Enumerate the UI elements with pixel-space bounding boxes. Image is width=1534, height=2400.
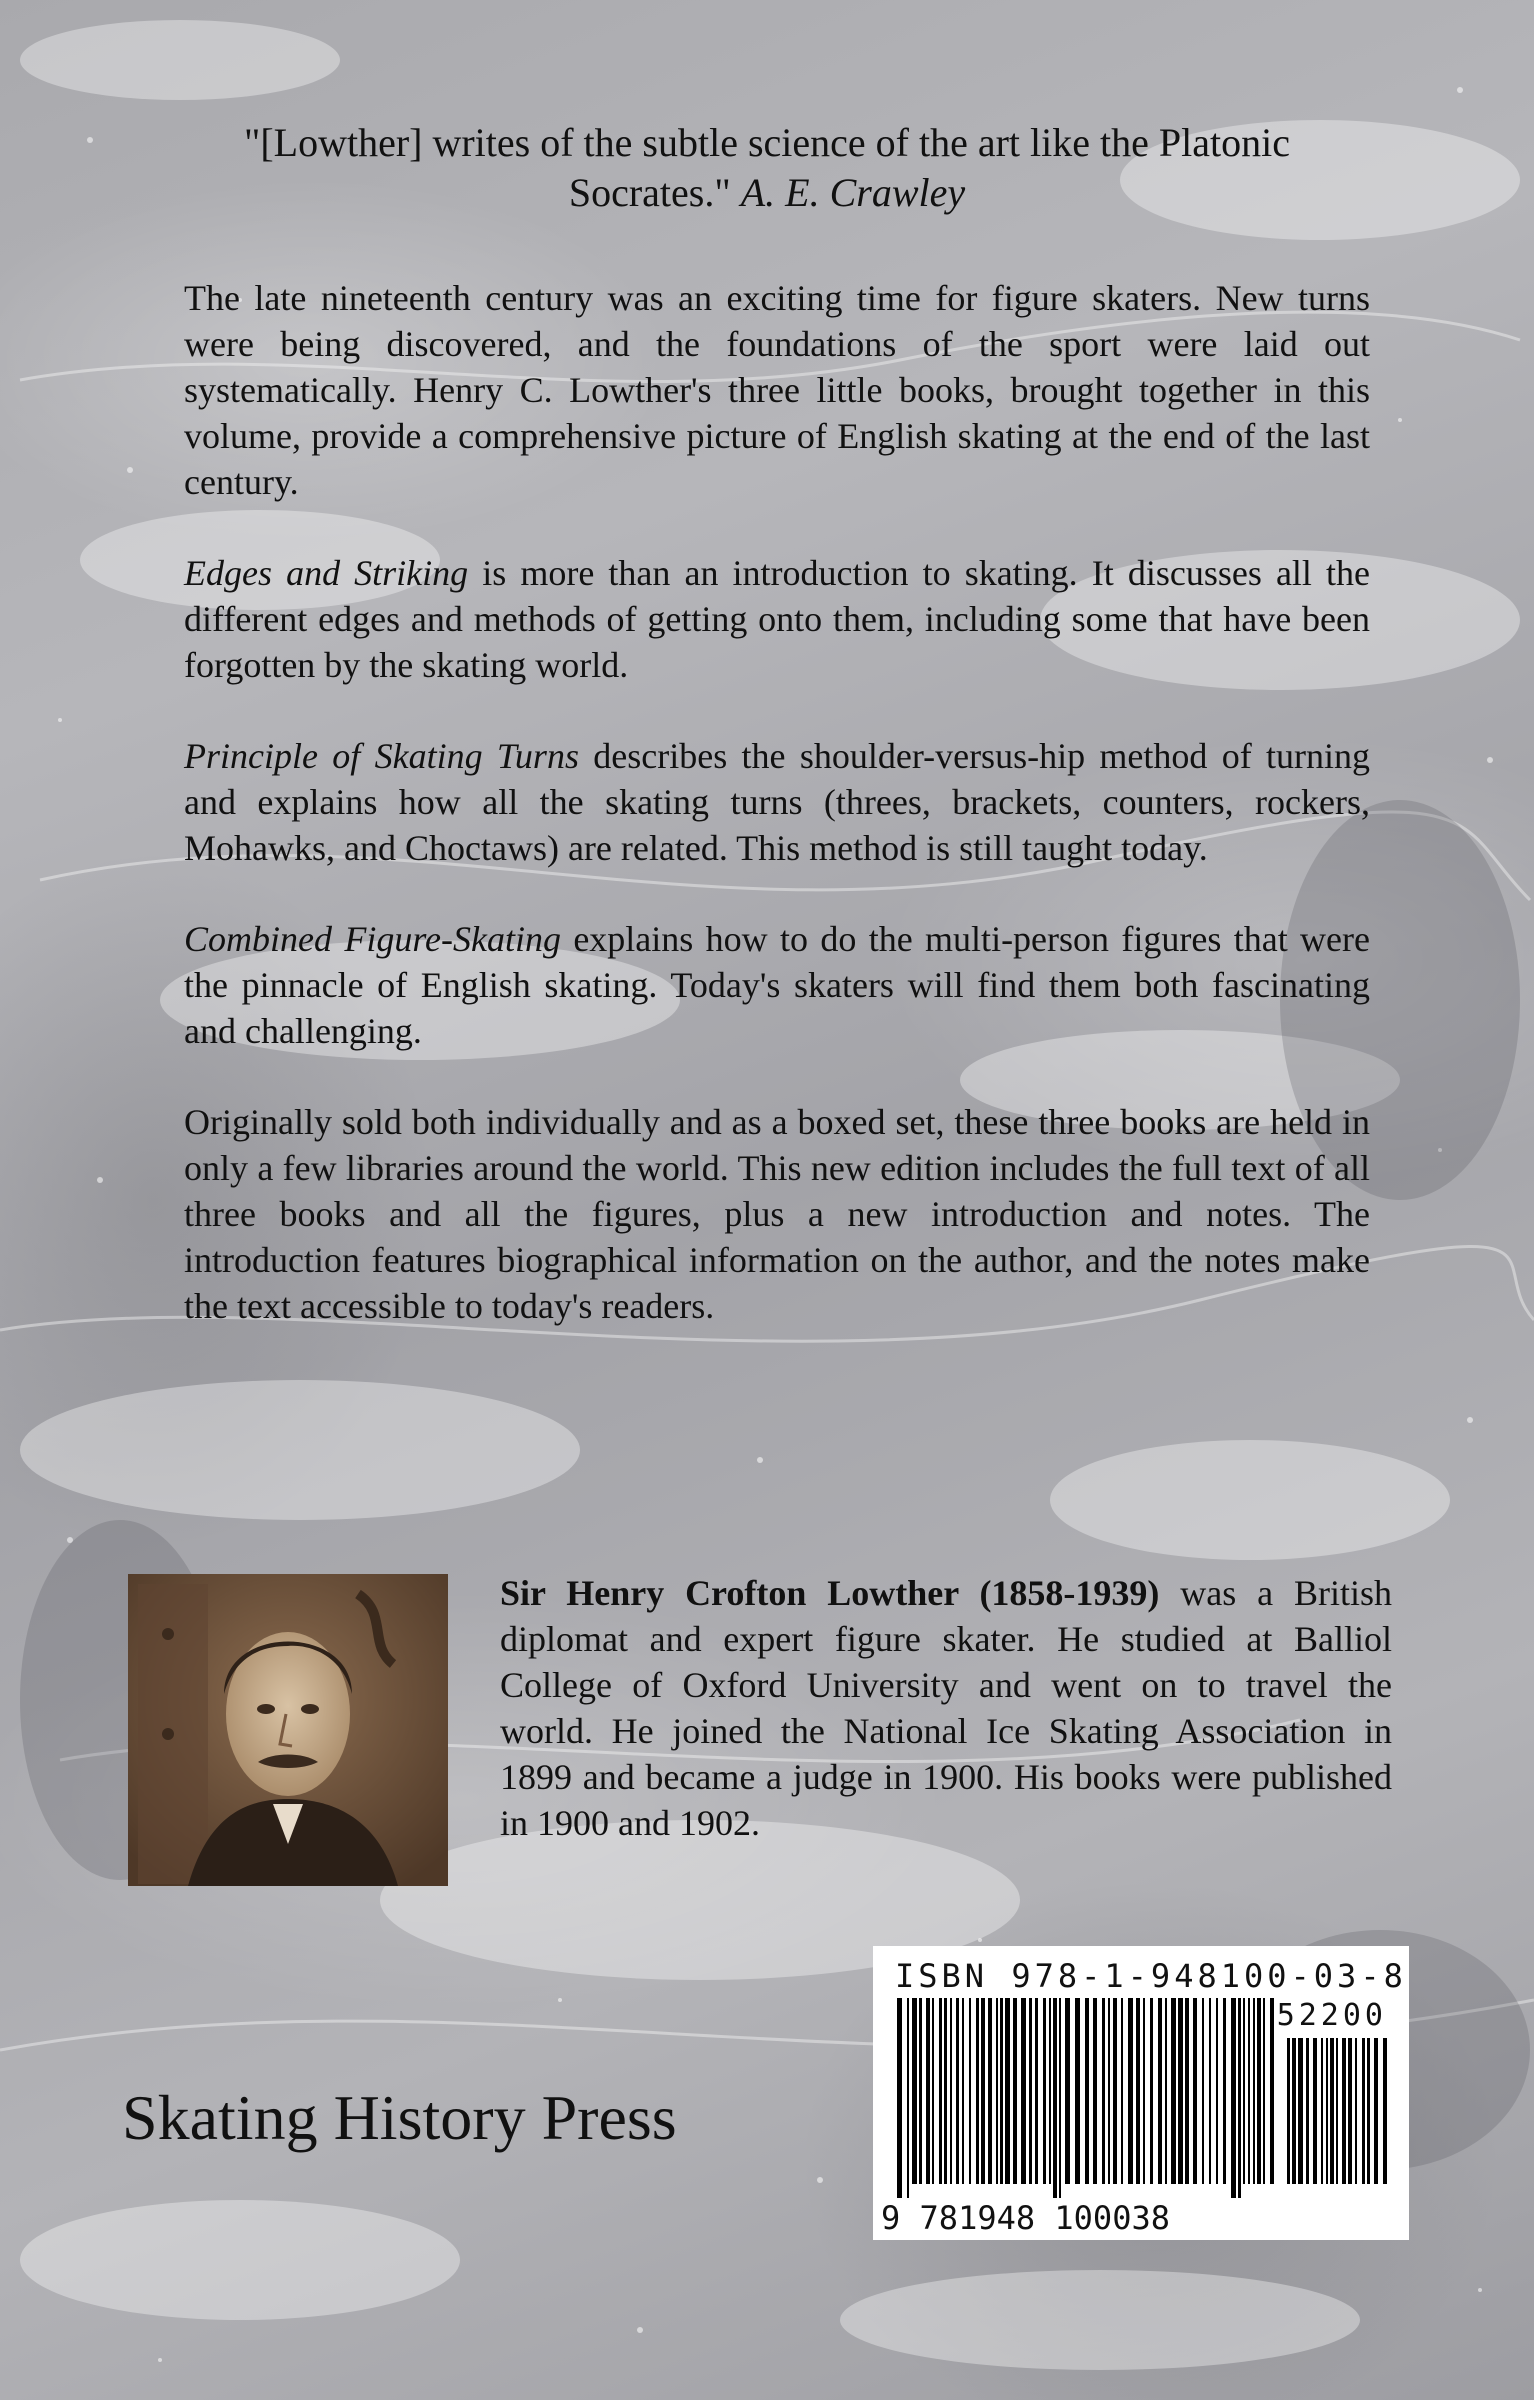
barcode-bar	[919, 1998, 922, 2184]
paragraph-intro: The late nineteenth century was an exciting time for figure skaters. New turns were being discovered, and the foundations of the sport were laid out systematically. Henry C. Lowther's three little books, brought together in this volume, provide a comprehensive picture of English skating at the end of the last century.	[184, 278, 1370, 502]
paragraph-edges-and-striking	[184, 550, 1370, 688]
barcode-bar	[1243, 1998, 1245, 2184]
barcode-bar	[1049, 1998, 1051, 2184]
barcode-bar	[1321, 2038, 1323, 2184]
barcode-bar	[1367, 2038, 1370, 2184]
barcode-bar	[1270, 1998, 1274, 2184]
paragraph-edition: Originally sold both individually and as a boxed set, these three books are held in only a few libraries around the world. This new edition includes the full text of all three books and all the figures, plus a new introduction and notes. The introduction features biographical information on the author, and the notes make the text accessible to today's readers.	[184, 1102, 1370, 1326]
barcode-bar	[939, 1998, 942, 2184]
barcode-bar	[1093, 1998, 1097, 2184]
barcode-bar	[926, 1998, 930, 2184]
barcode-bar	[1298, 2038, 1303, 2184]
author-name: Sir Henry Crofton Lowther (1858-1939)	[500, 1573, 1160, 1613]
paragraph-edges-text: is more than an introduction to skating. It discusses all the different edges and methods of getting onto them, including some that have been forgotten by the skating world.	[184, 553, 1370, 685]
barcode-bar	[1108, 1998, 1110, 2184]
barcode-bar	[912, 1998, 917, 2184]
barcode-bar	[1336, 2038, 1338, 2184]
isbn-barcode	[873, 1946, 1409, 2240]
barcode-bar	[1248, 1998, 1250, 2184]
barcode-bar	[1059, 1998, 1061, 2198]
barcode-bar	[1292, 2038, 1296, 2184]
barcode-bar	[1202, 1998, 1204, 2184]
barcode-bar	[1313, 2038, 1317, 2184]
barcode-bar	[1383, 2038, 1387, 2184]
barcode-bar	[1085, 1998, 1089, 2184]
publisher-name: Skating History Press	[122, 2082, 677, 2153]
barcode-bar	[1231, 1998, 1236, 2198]
author-bio-text: was a British diplomat and expert figure skater. He studied at Balliol College of Oxford University and went on to travel the world. He joined the National Ice Skating Association in 1899 and became a judge in 1900. His books were published in 1900 and 1902.	[500, 1573, 1393, 1843]
barcode-bar	[1326, 2038, 1328, 2184]
barcode-bar	[1306, 2038, 1309, 2184]
paragraph-combined-text: explains how to do the multi-person figures that were the pinnacle of English skating. Today's skaters will find them both fascinating and challenging.	[184, 919, 1370, 1051]
barcode-bar	[1374, 2038, 1378, 2184]
barcode-bar	[996, 1998, 998, 2184]
review-quote	[190, 118, 1344, 218]
barcode-bar	[1065, 1998, 1070, 2184]
isbn-number: ISBN 978-1-948100-03-8	[895, 1957, 1407, 1995]
author-bio	[500, 1570, 1392, 1846]
paragraph-skating-turns	[184, 733, 1370, 871]
barcode-bar	[1209, 1998, 1211, 2184]
barcode-bar	[1330, 2038, 1334, 2184]
barcode-bar	[1035, 1998, 1038, 2184]
quote-text: "[Lowther] writes of the subtle science of the art like the Platonic Socrates."	[244, 120, 1290, 215]
barcode-bar	[907, 1998, 909, 2198]
barcode-bar	[1223, 1998, 1226, 2184]
barcode-bar	[1113, 1998, 1117, 2184]
barcode-bar	[1216, 1998, 1218, 2184]
barcode-bar	[1362, 2038, 1365, 2184]
barcode-bar	[1150, 1998, 1153, 2184]
barcode-bar	[1185, 1998, 1189, 2184]
barcode-bar	[1128, 1998, 1133, 2184]
ean-digits: 9 781948 100038	[881, 2199, 1170, 2237]
book-title-edges-and-striking: Edges and Striking	[184, 553, 469, 593]
barcode-bar	[1021, 1998, 1026, 2184]
barcode-bar	[1029, 1998, 1032, 2184]
barcode-bar	[1257, 1998, 1261, 2184]
barcode-bar	[1348, 2038, 1352, 2184]
barcode-bar	[897, 1998, 902, 2198]
barcode-bar	[1005, 1998, 1010, 2184]
barcode-bar	[1287, 2038, 1290, 2184]
barcode-bar	[1263, 1998, 1265, 2184]
barcode-bar	[1193, 1998, 1197, 2184]
barcode-bar	[969, 1998, 971, 2184]
paragraph-turns-text: describes the shoulder-versus-hip method of turning and explains how all the skating turns (threes, brackets, counters, rockers, Mohawks, and Choctaws) are related. This method is still taught today.	[184, 736, 1370, 868]
barcode-bar	[976, 1998, 979, 2184]
barcode-bar	[1075, 1998, 1080, 2184]
barcode-bar	[1158, 1998, 1162, 2184]
barcode-bar	[1165, 1998, 1167, 2184]
barcode-bar	[1136, 1998, 1140, 2184]
author-portrait-image	[128, 1574, 448, 1886]
barcode-bar	[1253, 1998, 1255, 2184]
barcode-bar	[932, 1998, 934, 2184]
ean-barcode-bars	[895, 1998, 1275, 2198]
price-addon-bars	[1285, 2038, 1389, 2198]
paragraph-combined-figure-skating	[184, 916, 1370, 1054]
book-title-principle-of-skating-turns: Principle of Skating Turns	[184, 736, 579, 776]
barcode-bar	[1121, 1998, 1123, 2184]
barcode-bar	[956, 1998, 959, 2184]
barcode-bar	[962, 1998, 964, 2184]
barcode-bar	[1053, 1998, 1057, 2198]
quote-attribution: A. E. Crawley	[740, 170, 966, 215]
author-portrait	[128, 1574, 448, 1886]
barcode-bar	[1143, 1998, 1145, 2184]
book-title-combined-figure-skating: Combined Figure-Skating	[184, 919, 561, 959]
barcode-bar	[1013, 1998, 1017, 2184]
barcode-bar	[1178, 1998, 1183, 2184]
barcode-bar	[1238, 1998, 1241, 2198]
barcode-bar	[1171, 1998, 1176, 2184]
barcode-bar	[1043, 1998, 1046, 2184]
barcode-bar	[944, 1998, 947, 2184]
price-code: 52200	[1276, 1998, 1387, 2033]
barcode-bar	[1342, 2038, 1346, 2184]
barcode-bar	[981, 1998, 985, 2184]
barcode-bar	[1000, 1998, 1003, 2184]
barcode-bar	[950, 1998, 952, 2184]
description	[184, 275, 1370, 1374]
barcode-bar	[1102, 1998, 1105, 2184]
barcode-bar	[988, 1998, 992, 2184]
barcode-bar	[1355, 2038, 1357, 2184]
